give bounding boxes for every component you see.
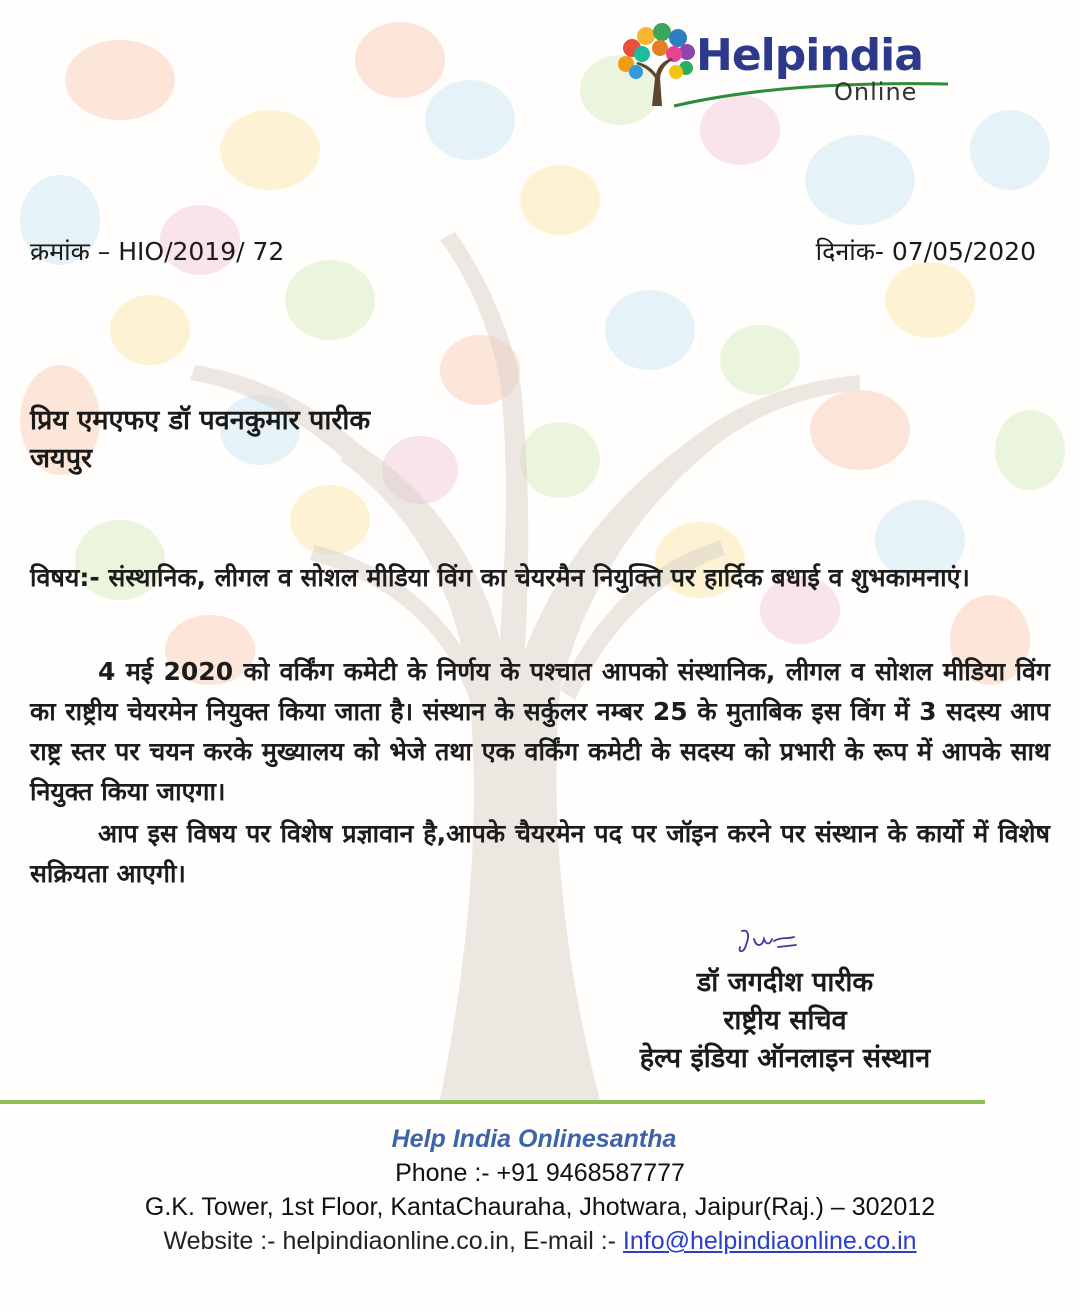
- helpindia-logo: [612, 20, 957, 110]
- logo-brand-text: Helpindia: [696, 30, 923, 81]
- footer-divider: [0, 1100, 985, 1104]
- recipient-name: प्रिय एमएफए डॉ पवनकुमार पारीक: [30, 405, 371, 436]
- paragraph-2-text: आप इस विषय पर विशेष प्रज्ञावान है,आपके चैयरमेन पद पर जॉइन करने पर संस्थान के कार्यो में विशेष सक्रियता आएगी।: [30, 819, 1050, 888]
- footer-phone: Phone :- +91 9468587777: [395, 1159, 685, 1187]
- letter-date: दिनांक- 07/05/2020: [815, 237, 1036, 266]
- footer-contact: [0, 1224, 1080, 1258]
- signatory-block: [600, 964, 970, 1078]
- footer-website: Website :- helpindiaonline.co.in, E-mail :-: [163, 1227, 623, 1255]
- footer-org: Help India Onlinesantha: [391, 1125, 677, 1153]
- signatory-org: हेल्प इंडिया ऑनलाइन संस्थान: [639, 1043, 931, 1074]
- body-paragraph-1: [30, 652, 1050, 812]
- footer-address: G.K. Tower, 1st Floor, KantaChauraha, Jhotwara, Jaipur(Raj.) – 302012: [144, 1193, 936, 1221]
- letter-footer: [0, 1122, 1080, 1258]
- footer-email-link[interactable]: Info@helpindiaonline.co.in: [622, 1227, 917, 1255]
- reference-number: क्रमांक – HIO/2019/ 72: [30, 237, 285, 266]
- recipient-city: जयपुर: [30, 443, 93, 474]
- recipient-block: [30, 402, 370, 478]
- signatory-title: राष्ट्रीय सचिव: [723, 1005, 847, 1036]
- reference-line: [30, 234, 1036, 268]
- logo-sub-text: Online: [834, 78, 918, 106]
- handwritten-signature: [734, 925, 804, 961]
- paragraph-1-text: 4 मई 2020 को वर्किंग कमेटी के निर्णय के पश्चात आपको संस्थानिक, लीगल व सोशल मीडिया विंग का राष्ट्रीय चेयरमेन नियुक्त किया जाता है। संस्थान के सर्कुलर नम्बर 25 के मुताबिक इस विंग में 3 सदस्य आप राष्ट्र स्तर पर चयन करके मुख्यालय को भेजे तथा एक वर्किंग कमेटी के सदस्य को प्रभारी के रूप में आपके साथ नियुक्त किया जाएगा।: [30, 657, 1050, 806]
- body-paragraph-2: [30, 814, 1050, 894]
- signatory-name: डॉ जगदीश पारीक: [696, 967, 874, 998]
- subject-line: विषय:- संस्थानिक, लीगल व सोशल मीडिया विंग का चेयरमैन नियुक्ति पर हार्दिक बधाई व शुभकामनाएं।: [30, 563, 970, 592]
